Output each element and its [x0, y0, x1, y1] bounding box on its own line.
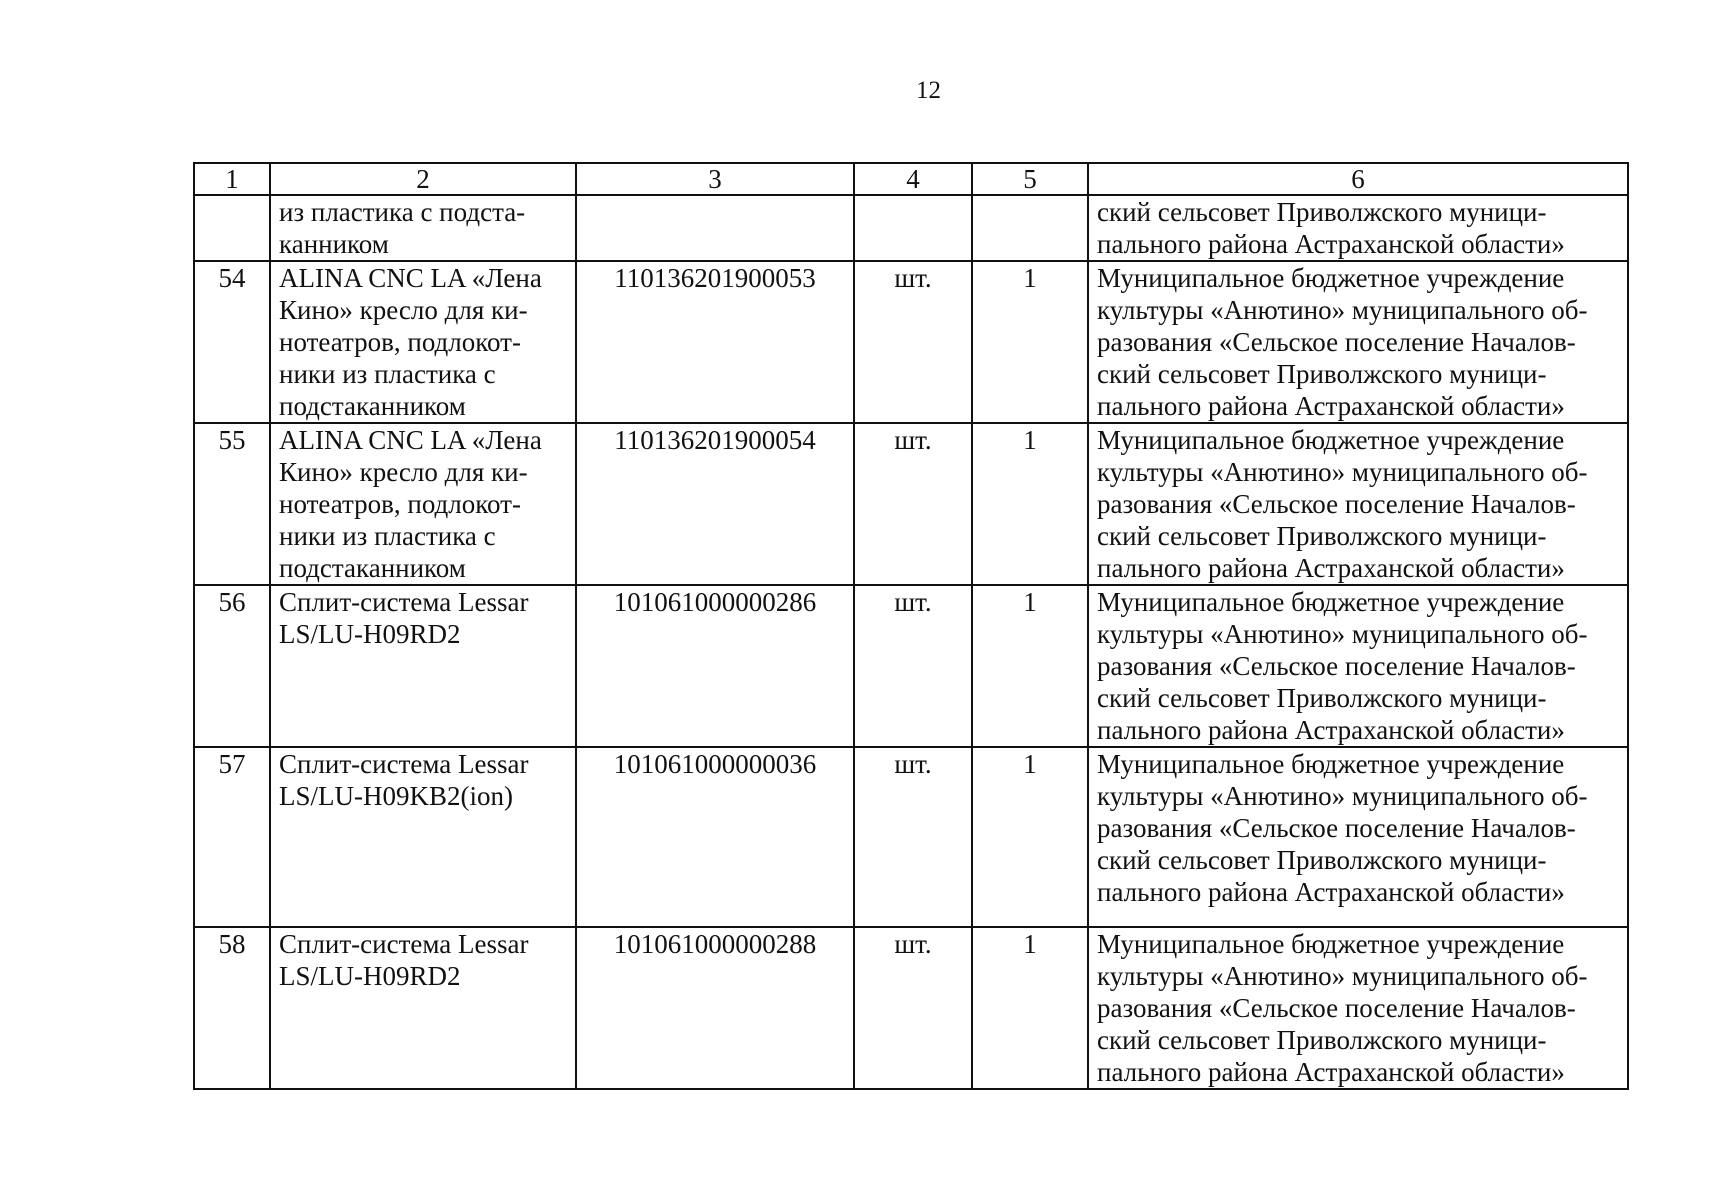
quantity-cell: 1: [972, 585, 1088, 747]
owner-line: разования «Сельское поселение Началов-: [1097, 327, 1576, 357]
owner-line: пального района Астраханской области»: [1097, 1057, 1565, 1087]
item-name-cell: [270, 585, 576, 747]
inventory-number-cell: 101061000000286: [576, 585, 854, 747]
owner-line: Муниципальное бюджетное учреждение: [1097, 587, 1565, 617]
unit-cell: шт.: [854, 747, 972, 927]
item-name-line: LS/LU-H09KB2(ion): [279, 781, 513, 811]
table-row: [194, 261, 1628, 423]
item-name-line: из пластика с подста-: [279, 197, 526, 227]
column-header: 3: [576, 163, 854, 195]
owner-line: пального района Астраханской области»: [1097, 553, 1565, 583]
column-header: 4: [854, 163, 972, 195]
table-row: [194, 585, 1628, 747]
page-number: 12: [916, 77, 941, 104]
item-name-line: нотеатров, подлокот-: [279, 327, 521, 357]
item-name-cell: [270, 195, 576, 261]
inventory-number-cell: 101061000000288: [576, 927, 854, 1089]
unit-cell: шт.: [854, 927, 972, 1089]
item-name-line: канником: [279, 229, 389, 259]
owner-line: Муниципальное бюджетное учреждение: [1097, 929, 1565, 959]
owner-line: Муниципальное бюджетное учреждение: [1097, 749, 1565, 779]
owner-cell: [1088, 585, 1628, 747]
item-name-line: Сплит-система Lessar: [279, 749, 529, 779]
table-header-row: [194, 163, 1628, 195]
item-name-line: подстаканником: [279, 391, 466, 421]
inventory-number-cell: 110136201900054: [576, 423, 854, 585]
column-header: 2: [270, 163, 576, 195]
row-number-cell: [194, 195, 270, 261]
item-name-line: Сплит-система Lessar: [279, 587, 529, 617]
inventory-number-cell: [576, 195, 854, 261]
unit-cell: шт.: [854, 261, 972, 423]
owner-line: пального района Астраханской области»: [1097, 877, 1565, 907]
item-name-line: Сплит-система Lessar: [279, 929, 529, 959]
owner-line: разования «Сельское поселение Началов-: [1097, 993, 1576, 1023]
table-row: [194, 747, 1628, 927]
owner-cell: [1088, 195, 1628, 261]
item-name-line: ALINA CNC LA «Лена: [279, 425, 542, 455]
item-name-line: Кино» кресло для ки-: [279, 457, 528, 487]
item-name-cell: [270, 423, 576, 585]
table-row-continuation: [194, 195, 1628, 261]
row-number-cell: 54: [194, 261, 270, 423]
unit-cell: шт.: [854, 423, 972, 585]
quantity-cell: 1: [972, 423, 1088, 585]
row-number-cell: 57: [194, 747, 270, 927]
item-name-line: Кино» кресло для ки-: [279, 295, 528, 325]
item-name-line: LS/LU-H09RD2: [279, 619, 461, 649]
owner-line: ский сельсовет Приволжского муници-: [1097, 683, 1547, 713]
owner-line: пального района Астраханской области»: [1097, 229, 1565, 259]
item-name-line: LS/LU-H09RD2: [279, 961, 461, 991]
owner-line: разования «Сельское поселение Началов-: [1097, 651, 1576, 681]
row-number-cell: 56: [194, 585, 270, 747]
owner-line: культуры «Анютино» муниципального об-: [1097, 781, 1588, 811]
owner-cell: [1088, 747, 1628, 927]
owner-line: Муниципальное бюджетное учреждение: [1097, 425, 1565, 455]
inventory-number-cell: 110136201900053: [576, 261, 854, 423]
owner-line: ский сельсовет Приволжского муници-: [1097, 359, 1547, 389]
owner-line: разования «Сельское поселение Началов-: [1097, 813, 1576, 843]
owner-cell: [1088, 261, 1628, 423]
item-name-cell: [270, 261, 576, 423]
owner-line: разования «Сельское поселение Началов-: [1097, 489, 1576, 519]
owner-line: культуры «Анютино» муниципального об-: [1097, 295, 1588, 325]
item-name-cell: [270, 747, 576, 927]
owner-line: культуры «Анютино» муниципального об-: [1097, 619, 1588, 649]
item-name-cell: [270, 927, 576, 1089]
owner-line: ский сельсовет Приволжского муници-: [1097, 845, 1547, 875]
owner-line: Муниципальное бюджетное учреждение: [1097, 263, 1565, 293]
owner-line: пального района Астраханской области»: [1097, 715, 1565, 745]
unit-cell: [854, 195, 972, 261]
unit-cell: шт.: [854, 585, 972, 747]
quantity-cell: 1: [972, 747, 1088, 927]
table-row: [194, 423, 1628, 585]
owner-line: культуры «Анютино» муниципального об-: [1097, 961, 1588, 991]
table-row: [194, 927, 1628, 1089]
owner-line: ский сельсовет Приволжского муници-: [1097, 197, 1547, 227]
item-name-line: ники из пластика с: [279, 359, 496, 389]
owner-cell: [1088, 423, 1628, 585]
item-name-line: ALINA CNC LA «Лена: [279, 263, 542, 293]
item-name-line: нотеатров, подлокот-: [279, 489, 521, 519]
row-number-cell: 55: [194, 423, 270, 585]
owner-cell: [1088, 927, 1628, 1089]
property-table: [193, 162, 1629, 1090]
item-name-line: ники из пластика с: [279, 521, 496, 551]
column-header: 1: [194, 163, 270, 195]
inventory-number-cell: 101061000000036: [576, 747, 854, 927]
quantity-cell: 1: [972, 927, 1088, 1089]
quantity-cell: [972, 195, 1088, 261]
owner-line: ский сельсовет Приволжского муници-: [1097, 1025, 1547, 1055]
column-header: 5: [972, 163, 1088, 195]
row-number-cell: 58: [194, 927, 270, 1089]
owner-line: ский сельсовет Приволжского муници-: [1097, 521, 1547, 551]
owner-line: пального района Астраханской области»: [1097, 391, 1565, 421]
quantity-cell: 1: [972, 261, 1088, 423]
item-name-line: подстаканником: [279, 553, 466, 583]
owner-line: культуры «Анютино» муниципального об-: [1097, 457, 1588, 487]
column-header: 6: [1088, 163, 1628, 195]
